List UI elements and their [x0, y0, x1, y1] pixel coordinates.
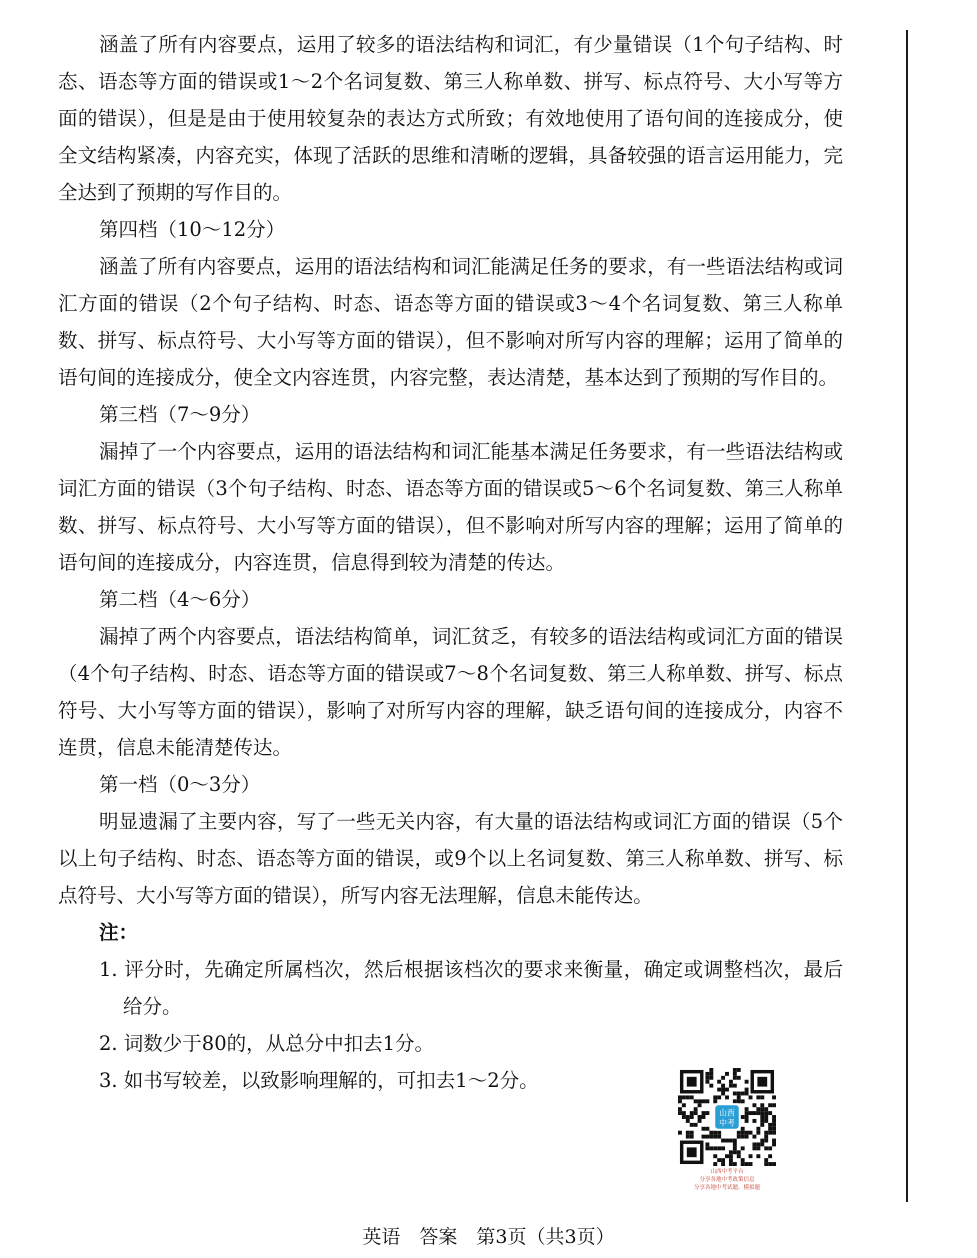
qr-module [733, 1142, 737, 1146]
qr-module [749, 1154, 753, 1158]
qr-module [756, 1142, 760, 1146]
qr-module [737, 1076, 741, 1080]
qr-module [768, 1111, 772, 1115]
qr-module [725, 1154, 729, 1158]
qr-module [760, 1139, 764, 1143]
qr-module [764, 1119, 768, 1123]
qr-module [713, 1099, 717, 1103]
qr-module [756, 1146, 760, 1150]
qr-module [729, 1139, 733, 1143]
qr-module [705, 1135, 709, 1139]
qr-module [709, 1146, 713, 1150]
qr-module [768, 1123, 772, 1127]
qr-module [745, 1119, 749, 1123]
qr-module [733, 1150, 737, 1154]
qr-module [756, 1111, 760, 1115]
qr-module [702, 1111, 706, 1115]
qr-module [733, 1076, 737, 1080]
qr-module [698, 1099, 702, 1103]
qr-module [686, 1131, 690, 1135]
qr-module [729, 1150, 733, 1154]
level-one-title: 第一档（0～3分） [99, 773, 261, 796]
qr-module [694, 1111, 698, 1115]
qr-module [752, 1142, 756, 1146]
qr-module [745, 1092, 749, 1096]
qr-module [745, 1107, 749, 1111]
qr-module [772, 1127, 776, 1131]
qr-module [737, 1131, 741, 1135]
qr-module [709, 1131, 713, 1135]
qr-module [729, 1080, 733, 1084]
qr-module [721, 1158, 725, 1162]
qr-logo-bottom: 中考 [719, 1118, 735, 1128]
qr-module [772, 1119, 776, 1123]
qr-module [749, 1095, 753, 1099]
level-one-description: 明显遗漏了主要内容，写了一些无关内容，有大量的语法结构或词汇方面的错误（5个以上句子结构、时态、语态等方面的错误，或9个以上名词复数、第三人称单数、拼写、标点符号、大小写等方面的错误），所写内容无法理解，信息未能传达。 [58, 810, 843, 907]
qr-module [682, 1111, 686, 1115]
qr-module [772, 1162, 776, 1166]
qr-module [721, 1076, 725, 1080]
qr-module [741, 1162, 745, 1166]
qr-module [733, 1099, 737, 1103]
qr-module [737, 1150, 741, 1154]
qr-module [764, 1131, 768, 1135]
qr-module [725, 1139, 729, 1143]
qr-module [737, 1135, 741, 1139]
qr-module [764, 1162, 768, 1166]
qr-module [745, 1131, 749, 1135]
qr-module [686, 1119, 690, 1123]
qr-module [737, 1099, 741, 1103]
qr-module [705, 1111, 709, 1115]
qr-module [690, 1131, 694, 1135]
qr-module [682, 1115, 686, 1119]
qr-caption-line-1: 山西中考平台 [710, 1169, 744, 1175]
qr-module [729, 1154, 733, 1158]
qr-module [764, 1158, 768, 1162]
qr-module [745, 1080, 749, 1084]
qr-module [772, 1142, 776, 1146]
qr-module [733, 1139, 737, 1143]
qr-module [717, 1095, 721, 1099]
qr-module [686, 1115, 690, 1119]
qr-module [760, 1142, 764, 1146]
qr-module [764, 1135, 768, 1139]
qr-module [698, 1119, 702, 1123]
qr-logo-top: 山西 [719, 1108, 735, 1118]
qr-module [756, 1107, 760, 1111]
qr-module [760, 1115, 764, 1119]
qr-module [760, 1111, 764, 1115]
fifth-level-description: 涵盖了所有内容要点，运用了较多的语法结构和词汇，有少量错误（1个句子结构、时态、语态等方面的错误或1～2个名词复数、第三人称单数、拼写、标点符号、大小写等方面的错误），但是是由于使用较复杂的表达方式所致；有效地使用了语句间的连接成分，使全文结构紧凑，内容充实，体现了活跃的思维和清晰的逻辑，具备较强的语言运用能力，完全达到了预期的写作目的。 [58, 33, 843, 204]
note-item-1: 1. 评分时，先确定所属档次，然后根据该档次的要求来衡量，确定或调整档次，最后给分。 [99, 958, 843, 1018]
qr-module [705, 1099, 709, 1103]
qr-module [698, 1103, 702, 1107]
qr-module [678, 1131, 682, 1135]
qr-module [756, 1131, 760, 1135]
qr-module [745, 1135, 749, 1139]
qr-module [694, 1107, 698, 1111]
qr-module [686, 1095, 690, 1099]
qr-module [709, 1135, 713, 1139]
qr-module [690, 1115, 694, 1119]
qr-module [772, 1095, 776, 1099]
qr-module [709, 1068, 713, 1072]
qr-module [752, 1103, 756, 1107]
qr-module [772, 1115, 776, 1119]
qr-module [764, 1111, 768, 1115]
qr-caption [678, 1168, 776, 1192]
qr-module [702, 1127, 706, 1131]
qr-module [741, 1127, 745, 1131]
level-two-title: 第二档（4～6分） [99, 588, 261, 611]
qr-module [717, 1080, 721, 1084]
qr-code-icon [678, 1068, 776, 1166]
qr-module [745, 1088, 749, 1092]
level-three-title: 第三档（7～9分） [99, 403, 261, 426]
qr-module [745, 1111, 749, 1115]
qr-module [772, 1139, 776, 1143]
qr-module [741, 1158, 745, 1162]
page-footer: 英语 答案 第3页（共3页） [362, 1226, 615, 1248]
qr-module [760, 1123, 764, 1127]
qr-module [745, 1115, 749, 1119]
qr-module [772, 1103, 776, 1107]
qr-module [705, 1127, 709, 1131]
qr-module [702, 1115, 706, 1119]
qr-module [686, 1135, 690, 1139]
qr-module [713, 1162, 717, 1166]
qr-module [698, 1115, 702, 1119]
qr-module [678, 1111, 682, 1115]
qr-module [721, 1092, 725, 1096]
qr-module [745, 1162, 749, 1166]
qr-module [709, 1076, 713, 1080]
qr-module [713, 1131, 717, 1135]
qr-module [733, 1084, 737, 1088]
level-four-title: 第四档（10～12分） [99, 218, 286, 241]
qr-module [713, 1095, 717, 1099]
qr-module [725, 1072, 729, 1076]
qr-module [682, 1103, 686, 1107]
qr-module [705, 1080, 709, 1084]
qr-module [752, 1146, 756, 1150]
qr-module [678, 1099, 682, 1103]
right-margin-rule [906, 30, 908, 1202]
qr-module [717, 1158, 721, 1162]
qr-module [690, 1095, 694, 1099]
qr-module [690, 1135, 694, 1139]
qr-module [690, 1123, 694, 1127]
qr-module [737, 1092, 741, 1096]
qr-caption-line-3: 分享各地中考试题、模拟题 [693, 1185, 760, 1191]
qr-module [702, 1099, 706, 1103]
level-three-description: 漏掉了一个内容要点，运用的语法结构和词汇能基本满足任务要求，有一些语法结构或词汇方面的错误（3个句子结构、时态、语态等方面的错误或5～6个名词复数、第三人称单数、拼写、标点符号、大小写等方面的错误），但不影响对所写内容的理解；运用了简单的语句间的连接成分，内容连贯，信息得到较为清楚的传达。 [58, 440, 843, 574]
qr-module [772, 1131, 776, 1135]
qr-module [752, 1135, 756, 1139]
qr-module [756, 1095, 760, 1099]
qr-module [752, 1111, 756, 1115]
qr-module [705, 1142, 709, 1146]
level-four-description: 涵盖了所有内容要点，运用的语法结构和词汇能满足任务的要求，有一些语法结构或词汇方面的错误（2个句子结构、时态、语态等方面的错误或3～4个名词复数、第三人称单数、拼写、标点符号、大小写等方面的错误），但不影响对所写内容的理解；运用了简单的语句间的连接成分，使全文内容连贯，内容完整，表达清楚，基本达到了预期的写作目的。 [58, 255, 843, 389]
qr-module [772, 1123, 776, 1127]
qr-module [741, 1092, 745, 1096]
qr-module [682, 1095, 686, 1099]
qr-module [768, 1162, 772, 1166]
qr-module [768, 1127, 772, 1131]
qr-code-block [678, 1068, 776, 1192]
qr-module [721, 1139, 725, 1143]
note-item-2: 2. 词数少于80的，从总分中扣去1分。 [99, 1032, 435, 1055]
qr-caption-line-2: 分享各地中考政策信息 [699, 1177, 755, 1183]
qr-module [717, 1146, 721, 1150]
qr-module [764, 1139, 768, 1143]
qr-module [713, 1146, 717, 1150]
qr-module [694, 1099, 698, 1103]
qr-module [678, 1107, 682, 1111]
qr-module [729, 1084, 733, 1088]
qr-module [741, 1135, 745, 1139]
qr-module [721, 1162, 725, 1166]
qr-module [768, 1146, 772, 1150]
qr-module [749, 1162, 753, 1166]
qr-module [756, 1127, 760, 1131]
qr-module [768, 1154, 772, 1158]
qr-module [749, 1111, 753, 1115]
qr-module [713, 1154, 717, 1158]
notes-heading: 注： [99, 921, 139, 944]
qr-module [768, 1103, 772, 1107]
qr-module [705, 1146, 709, 1150]
qr-module [733, 1068, 737, 1072]
qr-module [760, 1119, 764, 1123]
qr-module [717, 1088, 721, 1092]
qr-module [721, 1084, 725, 1088]
qr-module [760, 1103, 764, 1107]
qr-module [760, 1095, 764, 1099]
qr-module [752, 1119, 756, 1123]
qr-module [741, 1115, 745, 1119]
qr-module [717, 1135, 721, 1139]
qr-module [702, 1135, 706, 1139]
qr-module [725, 1095, 729, 1099]
qr-module [733, 1162, 737, 1166]
qr-module [717, 1131, 721, 1135]
qr-module [733, 1072, 737, 1076]
qr-module [713, 1135, 717, 1139]
qr-module [678, 1095, 682, 1099]
qr-module [764, 1107, 768, 1111]
qr-module [721, 1088, 725, 1092]
qr-module [694, 1123, 698, 1127]
qr-module [733, 1146, 737, 1150]
qr-module [737, 1068, 741, 1072]
qr-module [733, 1092, 737, 1096]
qr-module [768, 1131, 772, 1135]
qr-module [741, 1099, 745, 1103]
scoring-criteria [58, 26, 843, 1099]
qr-module [729, 1158, 733, 1162]
qr-module [721, 1146, 725, 1150]
level-two-description: 漏掉了两个内容要点，语法结构简单，词汇贫乏，有较多的语法结构或词汇方面的错误（4个句子结构、时态、语态等方面的错误或7～8个名词复数、第三人称单数、拼写、标点符号、大小写等方面的错误），影响了对所写内容的理解，缺乏语句间的连接成分，内容不连贯，信息未能清楚传达。 [58, 625, 843, 759]
note-item-3: 3. 如书写较差，以致影响理解的，可扣去1～2分。 [99, 1069, 539, 1092]
qr-module [756, 1154, 760, 1158]
qr-module [705, 1072, 709, 1076]
qr-module [709, 1084, 713, 1088]
qr-module [764, 1146, 768, 1150]
qr-module [760, 1107, 764, 1111]
qr-module [690, 1111, 694, 1115]
qr-module [741, 1146, 745, 1150]
qr-module [705, 1076, 709, 1080]
qr-module [741, 1131, 745, 1135]
qr-module [737, 1095, 741, 1099]
qr-module [725, 1088, 729, 1092]
qr-module [737, 1154, 741, 1158]
qr-module [709, 1072, 713, 1076]
qr-module [749, 1131, 753, 1135]
qr-module [764, 1115, 768, 1119]
qr-module [729, 1162, 733, 1166]
